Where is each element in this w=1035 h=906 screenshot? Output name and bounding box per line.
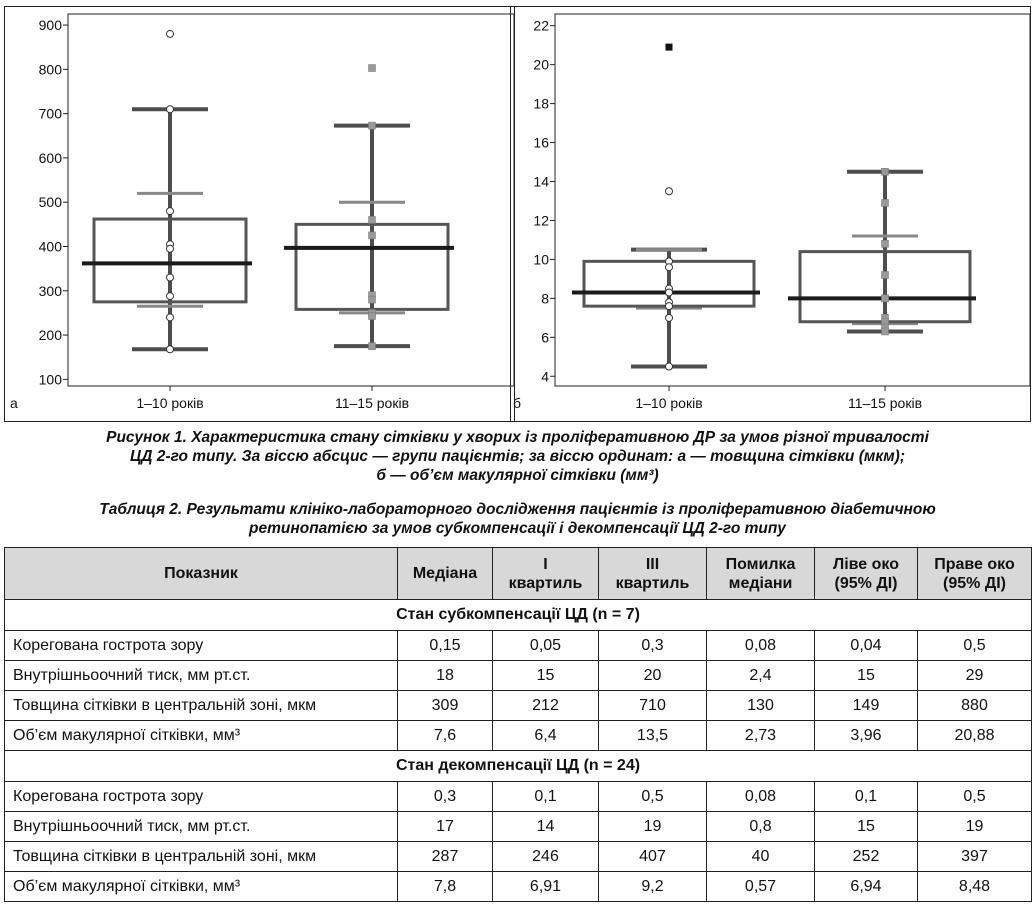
- table-cell: [599, 691, 707, 721]
- chart-panel-b: [515, 6, 1031, 422]
- cell-text: Товщина сітківки в центральній зоні, мкм: [13, 847, 317, 865]
- table-cell: [918, 812, 1032, 842]
- table-cell: [493, 782, 599, 812]
- header-text: Показник: [164, 565, 238, 582]
- y-tick-label: 800: [38, 61, 62, 78]
- table-cell: [918, 872, 1032, 902]
- cell-text: 2,73: [744, 726, 777, 744]
- table-cell: [815, 661, 918, 691]
- data-point: [666, 363, 673, 370]
- row-label: [5, 721, 398, 751]
- header-text: I: [543, 555, 548, 573]
- table-section-row: [5, 600, 1032, 631]
- cell-text: 0,57: [744, 877, 777, 895]
- table-row: [5, 782, 1032, 812]
- table-cell: [815, 721, 918, 751]
- header-median-error: [707, 548, 815, 600]
- x-tick-label: 11–15 років: [847, 395, 923, 411]
- cell-text: 7,6: [433, 726, 457, 744]
- data-point: [666, 289, 673, 296]
- data-point: [167, 245, 174, 252]
- panel-frame: [5, 7, 515, 422]
- y-tick-label: 12: [533, 212, 549, 229]
- cell-text: Об’єм макулярної сітківки, мм³: [13, 726, 241, 744]
- cell-text: 710: [639, 696, 666, 714]
- table-cell: [599, 842, 707, 872]
- y-tick-label: 500: [38, 194, 62, 211]
- y-tick-label: 600: [38, 149, 62, 166]
- y-tick-label: 20: [533, 56, 549, 73]
- cell-text: 397: [961, 847, 988, 865]
- table-cell: [707, 872, 815, 902]
- cell-text: 8,48: [958, 877, 991, 895]
- header-q1: [493, 548, 599, 600]
- data-point: [882, 295, 889, 302]
- table-row: [5, 661, 1032, 691]
- cell-text: Корегована гострота зору: [13, 636, 204, 654]
- table-cell: [707, 691, 815, 721]
- cell-text: 246: [532, 847, 559, 865]
- boxplot-volume: [515, 6, 1031, 422]
- table-cell: [398, 691, 493, 721]
- data-point: [882, 271, 889, 278]
- table-cell: [707, 631, 815, 661]
- y-tick-label: 700: [38, 105, 62, 122]
- data-point: [167, 30, 174, 37]
- cell-text: 13,5: [636, 726, 669, 744]
- table-cell: [815, 812, 918, 842]
- data-point: [167, 314, 174, 321]
- table-cell: [815, 842, 918, 872]
- table-cell: [815, 872, 918, 902]
- plot-area: [68, 14, 514, 386]
- cell-text: 0,5: [963, 636, 986, 654]
- figure-caption-line: ЦД 2-го типу. За віссю абсцис — групи пацієнтів; за віссю ординат: а — товщина сітківки (мкм);: [130, 448, 905, 465]
- row-label: [5, 782, 398, 812]
- section-title: Стан субкомпенсації ЦД (n = 7): [5, 600, 1032, 631]
- table-row: [5, 691, 1032, 721]
- cell-text: Товщина сітківки в центральній зоні, мкм: [13, 696, 317, 714]
- cell-text: 880: [961, 696, 988, 714]
- table-cell: [398, 812, 493, 842]
- cell-text: 19: [643, 817, 662, 835]
- data-point: [666, 303, 673, 310]
- header-text: медіани: [728, 574, 793, 592]
- row-label: [5, 691, 398, 721]
- header-text: III: [645, 555, 660, 573]
- table-cell: [398, 721, 493, 751]
- cell-text: Внутрішньоочний тиск, мм рт.ст.: [13, 666, 251, 684]
- y-tick-label: 18: [533, 95, 549, 112]
- cell-text: 0,5: [641, 787, 664, 805]
- table-cell: [493, 631, 599, 661]
- figure-caption: [0, 428, 1035, 485]
- table-cell: [599, 782, 707, 812]
- cell-text: 0,05: [529, 636, 562, 654]
- results-table: [4, 547, 1032, 902]
- table-row: [5, 842, 1032, 872]
- table-cell: [918, 661, 1032, 691]
- panel-label-b: б: [513, 395, 522, 411]
- header-left-eye: [815, 548, 918, 600]
- data-point: [369, 296, 376, 303]
- table-cell: [398, 661, 493, 691]
- cell-text: 7,8: [433, 877, 457, 895]
- header-q3: [599, 548, 707, 600]
- x-tick-label: 1–10 років: [136, 395, 204, 411]
- figure-caption-line: б — об’єм макулярної сітківки (мм³): [376, 467, 659, 484]
- table-cell: [707, 661, 815, 691]
- data-point: [369, 122, 376, 129]
- cell-text: 287: [431, 847, 459, 865]
- cell-text: 15: [857, 666, 875, 684]
- cell-text: 0,8: [749, 817, 772, 835]
- table-cell: [398, 872, 493, 902]
- data-point: [369, 313, 376, 320]
- plot-area: [555, 14, 1030, 386]
- y-tick-label: 100: [38, 371, 62, 388]
- cell-text: 0,1: [534, 787, 557, 805]
- table-row: [5, 812, 1032, 842]
- data-point: [167, 293, 174, 300]
- table-cell: [707, 721, 815, 751]
- table-cell: [398, 782, 493, 812]
- y-tick-label: 14: [533, 173, 549, 190]
- table-cell: [493, 812, 599, 842]
- table-cell: [707, 782, 815, 812]
- table-cell: [599, 872, 707, 902]
- data-point: [882, 199, 889, 206]
- cell-text: 3,96: [850, 726, 882, 744]
- row-label: [5, 661, 398, 691]
- panel-frame: [511, 7, 1031, 422]
- table-cell: [599, 721, 707, 751]
- cell-text: 0,08: [744, 787, 777, 805]
- row-label: [5, 842, 398, 872]
- x-tick-label: 1–10 років: [635, 395, 703, 411]
- cell-text: 15: [857, 817, 875, 835]
- table-cell: [493, 721, 599, 751]
- y-tick-label: 400: [38, 238, 62, 255]
- table-header-row: [5, 548, 1032, 600]
- header-text: квартиль: [615, 574, 690, 592]
- cell-text: 20: [643, 666, 662, 684]
- table-cell: [815, 782, 918, 812]
- table-body: [5, 600, 1032, 902]
- table-caption: [0, 500, 1035, 538]
- header-text: Праве око: [934, 555, 1015, 573]
- data-point: [666, 264, 673, 271]
- section-title: Стан декомпенсації ЦД (n = 24): [5, 751, 1032, 782]
- table-cell: [815, 691, 918, 721]
- header-indicator: [5, 548, 398, 600]
- y-tick-label: 6: [541, 329, 549, 346]
- y-tick-label: 200: [38, 327, 62, 344]
- chart-panel-a: [4, 6, 520, 422]
- header-text: квартиль: [508, 574, 583, 592]
- data-point: [882, 328, 889, 335]
- cell-text: Об’єм макулярної сітківки, мм³: [13, 877, 241, 895]
- data-point: [666, 314, 673, 321]
- table-cell: [918, 631, 1032, 661]
- table-cell: [398, 631, 493, 661]
- header-text: (95% ДІ): [834, 574, 898, 592]
- cell-text: 40: [751, 847, 770, 865]
- cell-text: 18: [436, 666, 454, 684]
- data-point: [666, 188, 673, 195]
- table-row: [5, 721, 1032, 751]
- table-cell: [918, 691, 1032, 721]
- table-cell: [707, 812, 815, 842]
- row-label: [5, 812, 398, 842]
- table-cell: [599, 631, 707, 661]
- data-point: [167, 106, 174, 113]
- table-caption-line: Таблиця 2. Результати клініко-лабораторного дослідження пацієнтів із проліферативною діабетичною: [99, 501, 936, 518]
- data-point: [167, 208, 174, 215]
- cell-text: 29: [965, 666, 984, 684]
- cell-text: 309: [431, 696, 459, 714]
- table-row: [5, 631, 1032, 661]
- cell-text: 20,88: [954, 726, 995, 744]
- cell-text: 2,4: [749, 666, 772, 684]
- table-cell: [493, 872, 599, 902]
- row-label: [5, 631, 398, 661]
- table-cell: [707, 842, 815, 872]
- cell-text: 0,15: [429, 636, 461, 654]
- cell-text: 252: [852, 847, 880, 865]
- data-point: [369, 343, 376, 350]
- data-point: [369, 216, 376, 223]
- table-cell: [918, 782, 1032, 812]
- y-tick-label: 8: [541, 290, 549, 307]
- cell-text: 17: [436, 817, 454, 835]
- cell-text: 212: [532, 696, 559, 714]
- data-point: [882, 168, 889, 175]
- outlier-point: [666, 44, 673, 51]
- table-caption-line: ретинопатією за умов субкомпенсації і декомпенсації ЦД 2-го типу: [249, 520, 786, 537]
- header-text: Ліве око: [833, 555, 899, 573]
- cell-text: 14: [536, 817, 555, 835]
- cell-text: 0,04: [850, 636, 882, 654]
- data-point: [882, 240, 889, 247]
- cell-text: 0,08: [744, 636, 777, 654]
- cell-text: 9,2: [641, 877, 664, 895]
- y-tick-label: 16: [533, 134, 549, 151]
- table-cell: [918, 842, 1032, 872]
- header-text: (95% ДІ): [943, 574, 1006, 592]
- table-cell: [493, 691, 599, 721]
- y-tick-label: 900: [38, 17, 62, 34]
- y-tick-label: 4: [541, 368, 549, 385]
- cell-text: 149: [852, 696, 880, 714]
- header-median: [398, 548, 493, 600]
- cell-text: 130: [747, 696, 774, 714]
- table-row: [5, 872, 1032, 902]
- row-label: [5, 872, 398, 902]
- cell-text: 0,3: [433, 787, 457, 805]
- y-tick-label: 22: [533, 17, 549, 34]
- data-point: [369, 65, 376, 72]
- y-tick-label: 300: [38, 282, 62, 299]
- cell-text: 0,1: [854, 787, 878, 805]
- table-cell: [815, 631, 918, 661]
- boxplot-thickness: [4, 6, 520, 422]
- cell-text: Корегована гострота зору: [13, 787, 204, 805]
- header-text: Помилка: [725, 555, 796, 573]
- y-tick-label: 10: [533, 251, 549, 268]
- header-right-eye: [918, 548, 1032, 600]
- table-section-row: [5, 751, 1032, 782]
- table-cell: [398, 842, 493, 872]
- table-cell: [493, 661, 599, 691]
- cell-text: 0,5: [963, 787, 986, 805]
- header-text: Медіана: [412, 565, 478, 582]
- cell-text: 19: [965, 817, 984, 835]
- cell-text: 6,94: [850, 877, 882, 895]
- cell-text: 407: [639, 847, 666, 865]
- figure-caption-line: Рисунок 1. Характеристика стану сітківки у хворих із проліферативною ДР за умов різної тривалості: [106, 429, 929, 446]
- cell-text: 0,3: [641, 636, 664, 654]
- cell-text: 6,91: [529, 877, 562, 895]
- x-tick-label: 11–15 років: [334, 395, 410, 411]
- cell-text: 6,4: [534, 726, 557, 744]
- data-point: [167, 274, 174, 281]
- data-point: [369, 232, 376, 239]
- table-cell: [918, 721, 1032, 751]
- table-cell: [599, 812, 707, 842]
- table-cell: [493, 842, 599, 872]
- cell-text: Внутрішньоочний тиск, мм рт.ст.: [13, 817, 251, 835]
- table-cell: [599, 661, 707, 691]
- data-point: [167, 346, 174, 353]
- cell-text: 15: [536, 666, 555, 684]
- panel-label-a: а: [10, 395, 18, 411]
